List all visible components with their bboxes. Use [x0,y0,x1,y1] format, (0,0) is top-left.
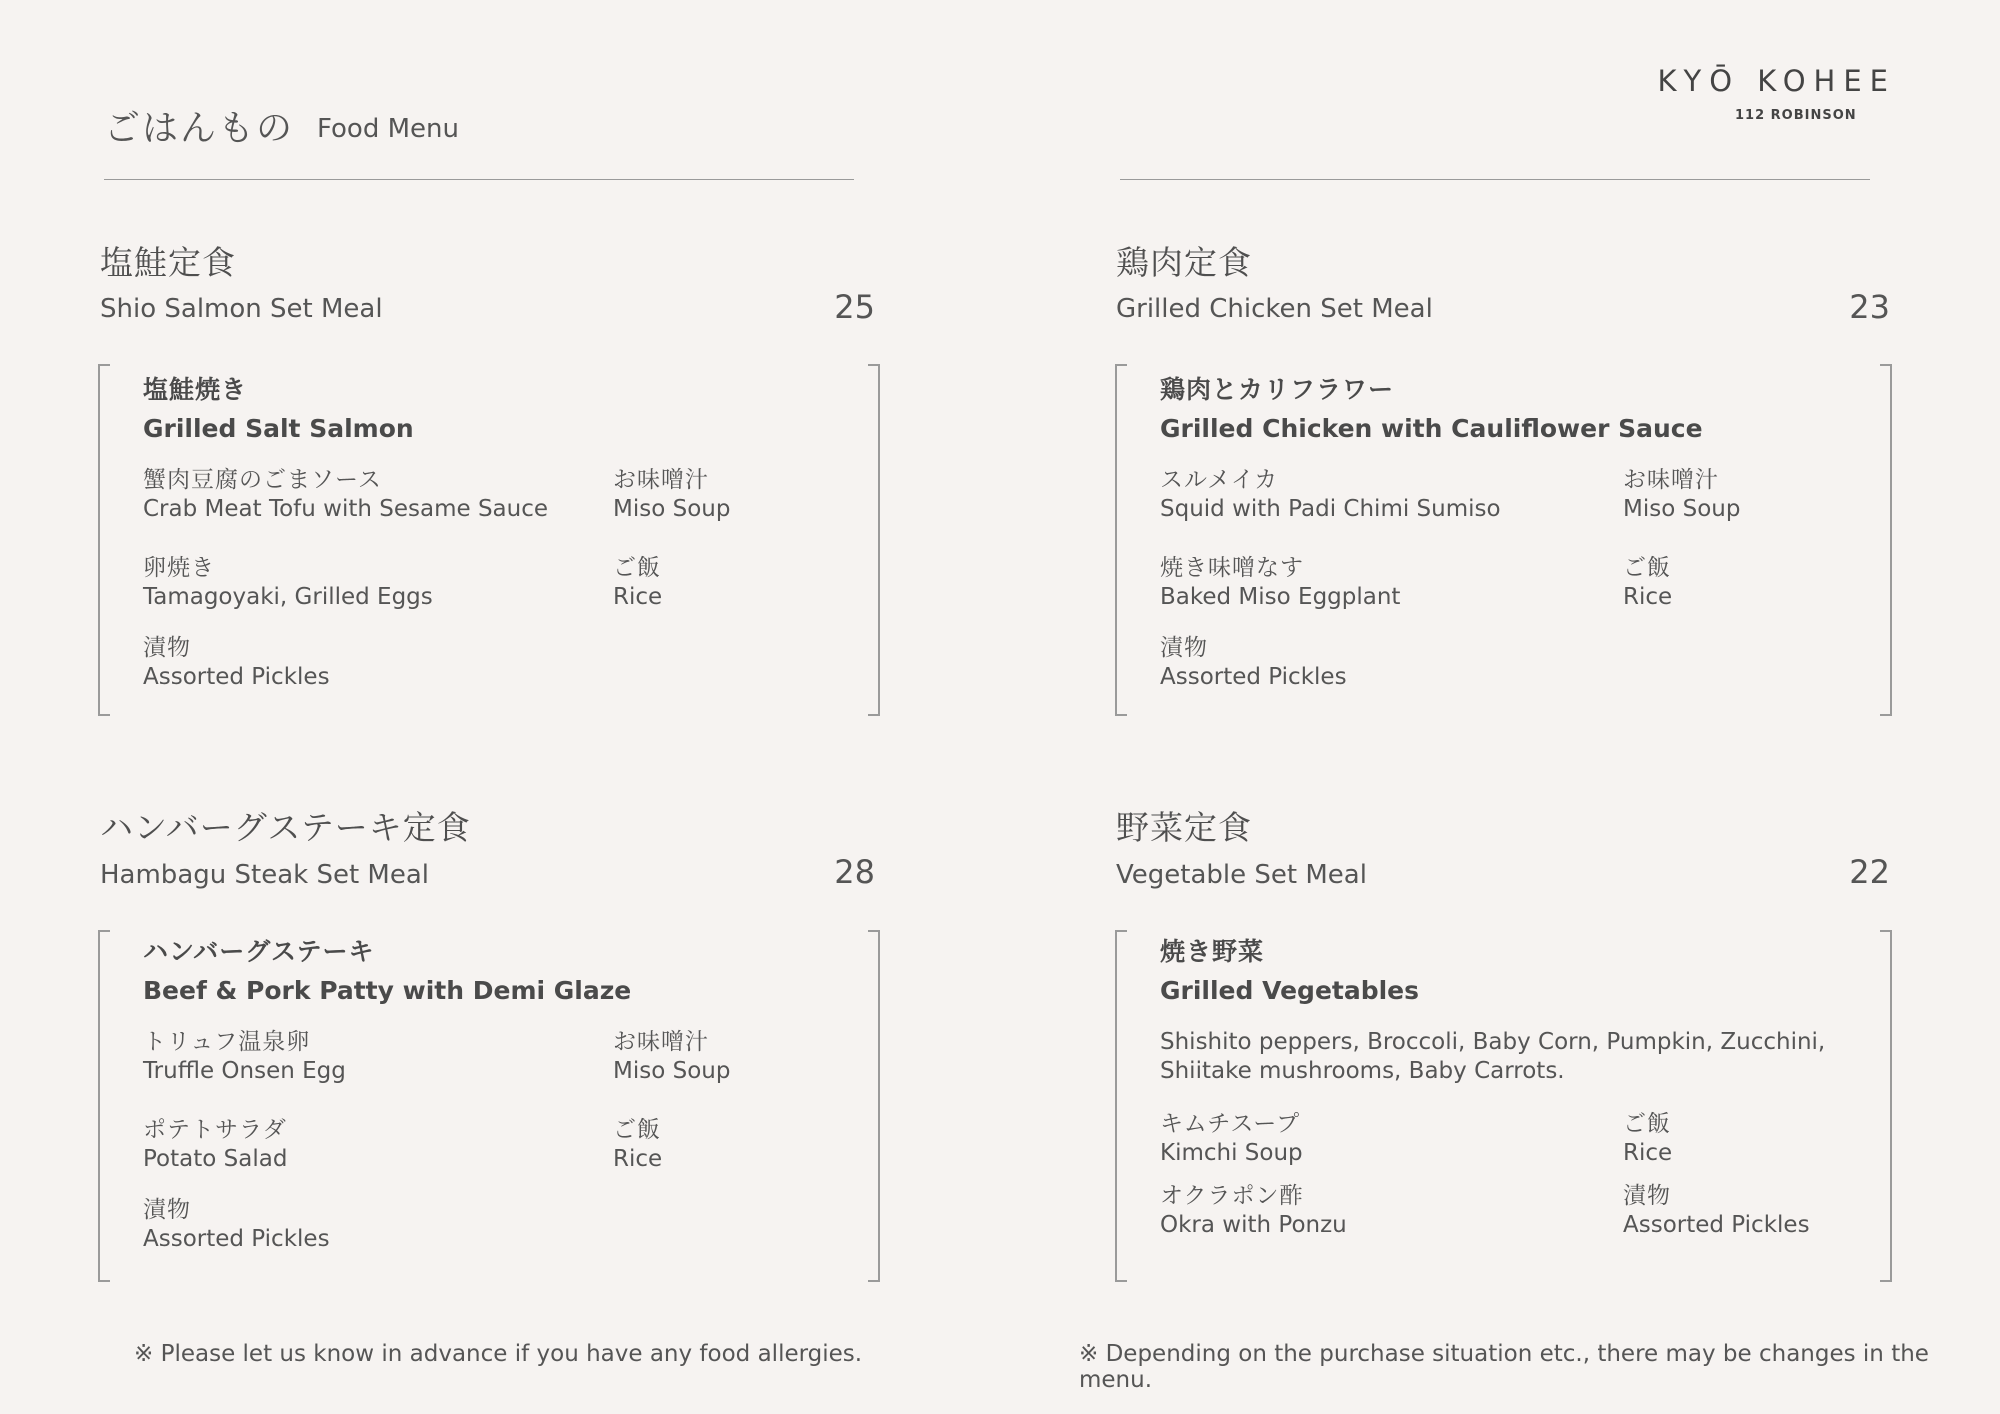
side-dish-jp: お味噌汁 [613,1029,709,1055]
side-dish-en: Tamagoyaki, Grilled Eggs [143,584,433,610]
set-name-jp: 野菜定食 [1116,808,1252,847]
side-dish [1160,1110,1303,1168]
side-dish-en: Truffle Onsen Egg [143,1058,346,1084]
side-dish-jp: ご飯 [1623,1111,1671,1137]
side-dish-en: Miso Soup [613,1058,731,1084]
menu-title-en: Food Menu [317,114,459,144]
bracket-left [1115,364,1127,716]
header-divider-left [104,179,854,180]
main-dish-en: Grilled Chicken with Cauliflower Sauce [1160,414,1703,443]
side-dish-en: Miso Soup [1623,496,1741,522]
allergy-note: ※ Please let us know in advance if you have any food allergies. [134,1341,863,1367]
set-name-en: Shio Salmon Set Meal [100,294,383,324]
main-dish-jp: ハンバーグステーキ [143,937,375,966]
side-dish-en: Assorted Pickles [143,1226,330,1252]
side-dish-jp: 漬物 [143,1197,191,1223]
menu-change-note: ※ Depending on the purchase situation etc., there may be changes in the menu. [1079,1341,1929,1393]
side-dish-jp: 卵焼き [143,555,215,581]
side-dish-en: Assorted Pickles [1160,664,1347,690]
bracket-left [98,364,110,716]
bracket-right [1880,930,1892,1282]
side-dish-en: Crab Meat Tofu with Sesame Sauce [143,496,549,522]
side-dish-jp: ご飯 [613,1117,661,1143]
main-dish-jp: 鶏肉とカリフラワー [1160,375,1395,404]
side-dish [143,554,433,612]
side-dish [143,1116,287,1174]
bracket-right [868,930,880,1282]
set-name-jp: 塩鮭定食 [100,243,236,282]
main-dish-en: Grilled Vegetables [1160,976,1420,1005]
logo-name: KYŌ KOHEE [1657,64,1896,98]
side-dish [143,1028,346,1086]
side-dish-jp: 蟹肉豆腐のごまソース [143,467,382,493]
set-price: 25 [834,288,875,326]
side-dish-jp: 漬物 [143,635,191,661]
set-price: 22 [1849,853,1890,891]
bracket-right [1880,364,1892,716]
main-dish-jp: 焼き野菜 [1160,937,1265,966]
side-dish [1623,554,1672,612]
side-dish-jp: 焼き味噌なす [1160,555,1304,581]
side-dish-en: Baked Miso Eggplant [1160,584,1401,610]
side-dish [613,554,662,612]
main-dish-en: Grilled Salt Salmon [143,414,414,443]
set-name-jp: ハンバーグステーキ定食 [100,808,471,847]
side-dish [1623,1110,1672,1168]
set-name-jp: 鶏肉定食 [1116,243,1252,282]
side-dish-jp: 漬物 [1160,635,1208,661]
side-dish [143,466,548,524]
side-dish-en: Kimchi Soup [1160,1140,1303,1166]
side-dish [1623,466,1740,524]
side-dish-en: Okra with Ponzu [1160,1212,1347,1238]
set-price: 28 [834,853,875,891]
side-dish [1160,634,1347,692]
side-dish-jp: お味噌汁 [1623,467,1719,493]
side-dish [1623,1182,1810,1240]
side-dish-en: Rice [613,584,663,610]
side-dish-en: Rice [1623,584,1673,610]
side-dish-en: Miso Soup [613,496,731,522]
main-dish-en: Beef & Pork Patty with Demi Glaze [143,976,632,1005]
side-dish-jp: 漬物 [1623,1183,1671,1209]
bracket-right [868,364,880,716]
side-dish [613,1028,730,1086]
side-dish [143,634,330,692]
side-dish [143,1196,330,1254]
menu-title-jp: ごはんもの [104,108,295,149]
side-dish [1160,466,1501,524]
vegetable-description: Shishito peppers, Broccoli, Baby Corn, Pumpkin, Zucchini, Shiitake mushrooms, Baby Carrots. [1160,1029,1826,1084]
side-dish-jp: オクラポン酢 [1160,1183,1304,1209]
side-dish-jp: ポテトサラダ [143,1117,287,1143]
side-dish [613,1116,662,1174]
set-price: 23 [1849,288,1890,326]
main-dish-jp: 塩鮭焼き [143,375,248,404]
side-dish [1160,1182,1347,1240]
logo-subtitle: 112 ROBINSON [1735,108,1857,123]
side-dish-jp: トリュフ温泉卵 [143,1029,311,1055]
side-dish [1160,554,1400,612]
side-dish-jp: お味噌汁 [613,467,709,493]
side-dish-jp: ご飯 [1623,555,1671,581]
side-dish-en: Rice [1623,1140,1673,1166]
side-dish-en: Assorted Pickles [1623,1212,1810,1238]
side-dish-en: Assorted Pickles [143,664,330,690]
side-dish-en: Squid with Padi Chimi Sumiso [1160,496,1501,522]
set-name-en: Vegetable Set Meal [1116,860,1367,890]
header-divider-right [1120,179,1870,180]
side-dish-jp: キムチスープ [1160,1111,1301,1137]
side-dish-jp: ご飯 [613,555,661,581]
side-dish-en: Rice [613,1146,663,1172]
set-name-en: Hambagu Steak Set Meal [100,860,429,890]
set-name-en: Grilled Chicken Set Meal [1116,294,1433,324]
bracket-left [98,930,110,1282]
side-dish-jp: スルメイカ [1160,467,1279,493]
side-dish [613,466,730,524]
bracket-left [1115,930,1127,1282]
side-dish-en: Potato Salad [143,1146,288,1172]
